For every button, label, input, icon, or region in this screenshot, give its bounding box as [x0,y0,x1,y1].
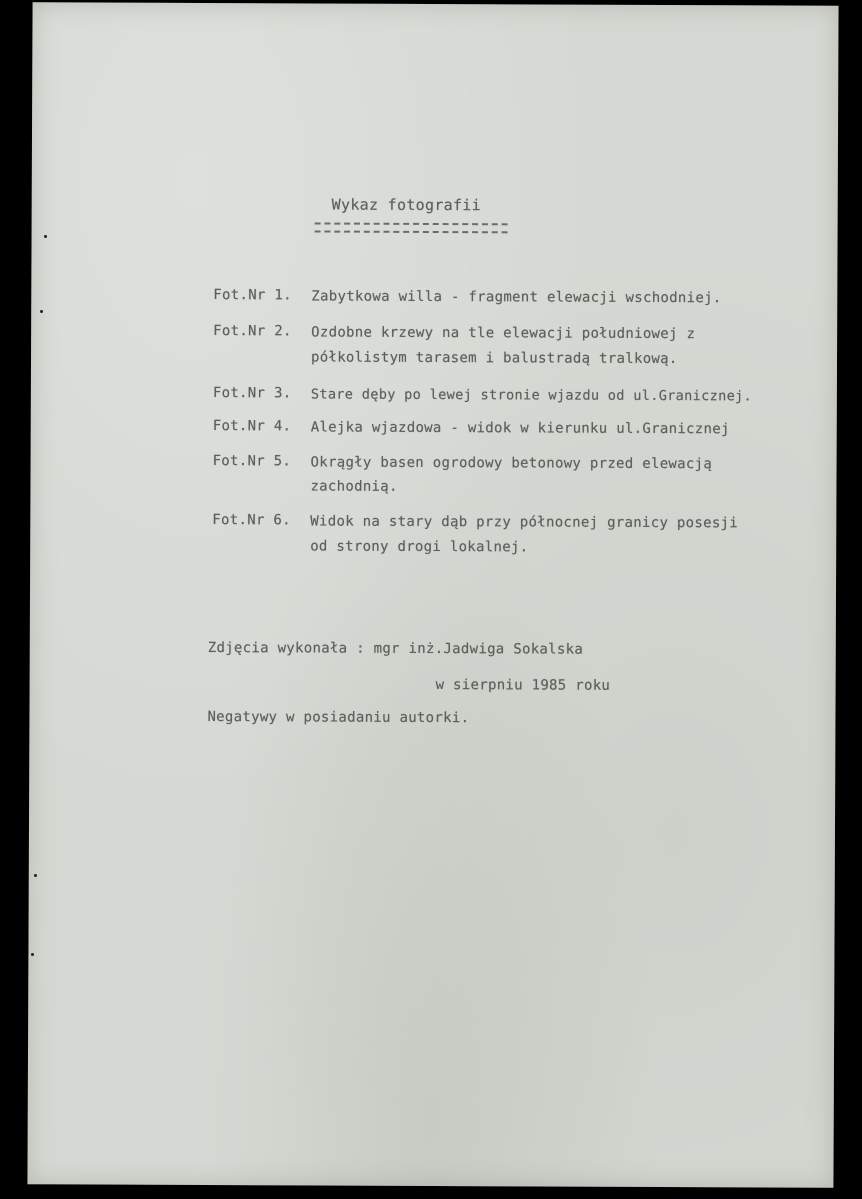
entry-3-line-1: Stare dęby po lewej stronie wjazdu od ul.Granicznej. [310,386,753,405]
entry-6-label: Fot.Nr 6. [212,512,291,529]
negatives-note: Negatywy w posiadaniu autorki. [207,709,470,727]
entry-1-line-1: Zabytkowa willa - fragment elewacji wschodniej. [311,288,722,307]
entry-4-line-1: Alejka wjazdowa - widok w kierunku ul.Granicznej [310,419,730,438]
document-title: Wykaz fotografii [331,195,482,215]
entry-4-label: Fot.Nr 4. [212,418,292,435]
date-line: w sierpniu 1985 roku [435,677,611,694]
scan-speck [34,874,37,877]
entry-6-line-2: od strony drogi lokalnej. [310,538,529,556]
entry-5-line-1: Okrągły basen ogrodowy betonowy przed elewacją [310,454,713,473]
entry-2-line-1: Ozdobne krzewy na tle elewacji południowej z [311,324,696,343]
scan-speck [40,310,43,313]
scan-speck [44,235,47,238]
entry-6-line-1: Widok na stary dąb przy północnej granicy posesji [310,513,739,532]
entry-2-label: Fot.Nr 2. [213,323,292,340]
entry-2-line-2: półkolistym tarasem i balustradą tralkową. [311,349,678,368]
entry-5-label: Fot.Nr 5. [212,453,292,470]
paper-sheet [27,2,838,1188]
entry-5-line-2: zachodnią. [310,478,398,495]
entry-3-label: Fot.Nr 3. [212,385,292,402]
entry-1-label: Fot.Nr 1. [213,287,292,304]
photographer-line: Zdjęcia wykonała : mgr inż.Jadwiga Sokalska [207,640,584,658]
title-underline [315,222,508,233]
scan-speck [31,953,34,956]
